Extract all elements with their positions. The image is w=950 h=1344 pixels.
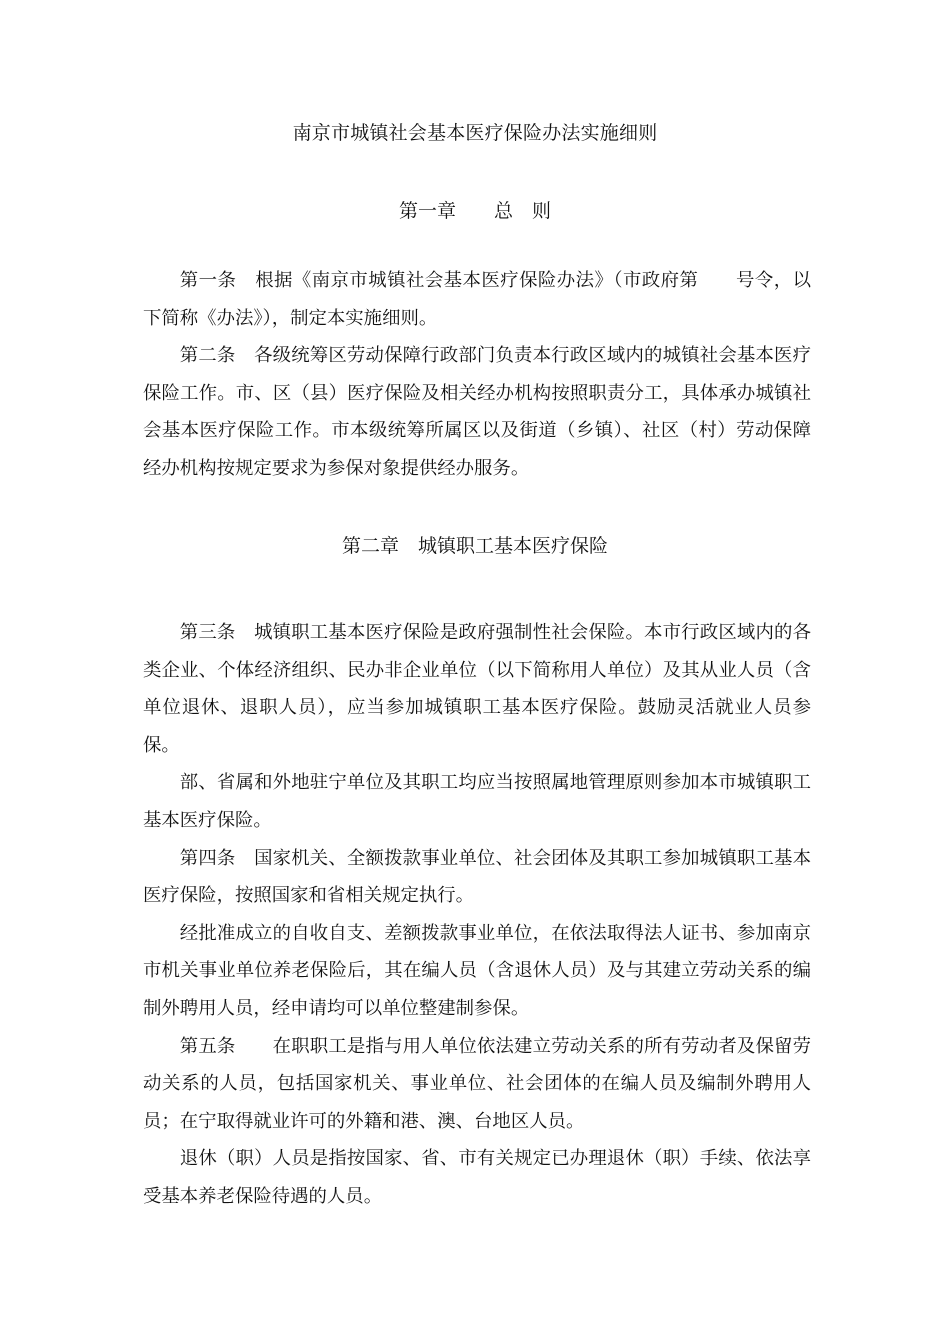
chapter-1-body: [143, 262, 811, 488]
article-3-paragraph: 第三条 城镇职工基本医疗保险是政府强制性社会保险。本市行政区域内的各类企业、个体经济组织、民办非企业单位（以下简称用人单位）及其从业人员（含单位退休、退职人员），应当参加城镇职工基本医疗保险。鼓励灵活就业人员参保。: [143, 622, 811, 756]
article-5-paragraph: 第五条 在职职工是指与用人单位依法建立劳动关系的所有劳动者及保留劳动关系的人员，包括国家机关、事业单位、社会团体的在编人员及编制外聘用人员；在宁取得就业许可的外籍和港、澳、台地区人员。: [143, 1035, 811, 1132]
article-1-paragraph: 第一条 根据《南京市城镇社会基本医疗保险办法》（市政府第 号令，以下简称《办法》），制定本实施细则。: [143, 270, 811, 329]
article-2-paragraph: 第二条 各级统筹区劳动保障行政部门负责本行政区域内的城镇社会基本医疗保险工作。市、区（县）医疗保险及相关经办机构按照职责分工，具体承办城镇社会基本医疗保险工作。市本级统筹所属区以及街道（乡镇）、社区（村）劳动保障经办机构按规定要求为参保对象提供经办服务。: [143, 345, 811, 479]
article-4-continuation-paragraph: 经批准成立的自收自支、差额拨款事业单位，在依法取得法人证书、参加南京市机关事业单位养老保险后，其在编人员（含退休人员）及与其建立劳动关系的编制外聘用人员，经申请均可以单位整建制参保。: [143, 922, 811, 1019]
article-3-continuation-paragraph: 部、省属和外地驻宁单位及其职工均应当按照属地管理原则参加本市城镇职工基本医疗保险。: [143, 772, 811, 831]
chapter-1-heading: 第一章 总 则: [398, 200, 551, 222]
chapter-2-body: [143, 614, 811, 1216]
document-title: 南京市城镇社会基本医疗保险办法实施细则: [292, 122, 658, 144]
article-5-continuation-paragraph: 退休（职）人员是指按国家、省、市有关规定已办理退休（职）手续、依法享受基本养老保险待遇的人员。: [143, 1148, 811, 1207]
chapter-2-heading: 第二章 城镇职工基本医疗保险: [341, 535, 608, 557]
article-4-paragraph: 第四条 国家机关、全额拨款事业单位、社会团体及其职工参加城镇职工基本医疗保险，按照国家和省相关规定执行。: [143, 847, 811, 907]
